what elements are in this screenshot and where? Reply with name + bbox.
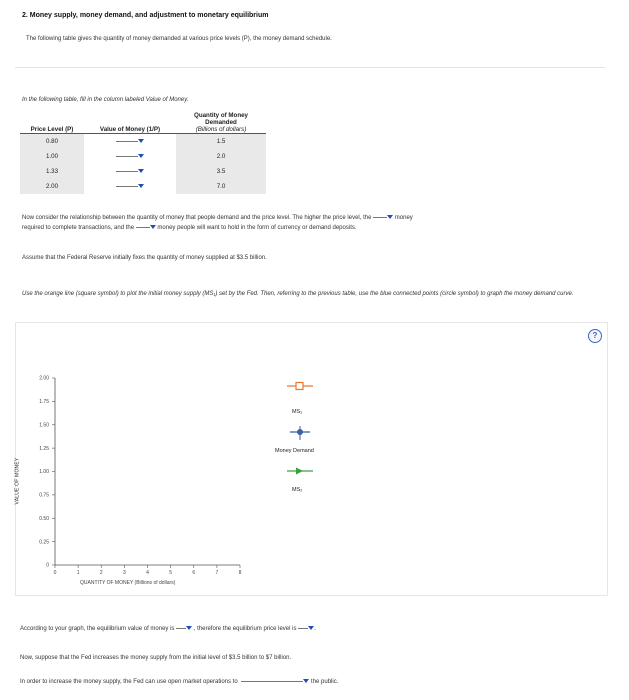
increase-statement: Now, suppose that the Fed increases the money supply from the initial level of $3.5 billion to $7 billion.: [20, 655, 292, 661]
para1-text: required to complete transactions, and the: [22, 225, 135, 231]
graph-instruction: Use the orange line (square symbol) to plot the initial money supply (MS₁) set by the Fed. Then, referring to the previous table, use the blue connected points (circle symbol) to graph the money demand curve.: [22, 291, 574, 297]
y-tick-label: 0.25: [39, 539, 49, 546]
x-tick-label: 1: [76, 570, 80, 576]
x-tick-label: 7: [215, 570, 219, 576]
x-tick-label: 0: [53, 570, 57, 576]
y-tick-label: 1.50: [39, 422, 49, 429]
quantity-cell: 1.5: [176, 134, 266, 150]
legend-ms2-label: MS₂: [292, 487, 303, 493]
legend-ms1-label: MS₁: [292, 409, 303, 415]
circle-marker-icon[interactable]: [297, 429, 303, 435]
quantity-unit-header: (Billions of dollars): [176, 126, 266, 134]
y-tick-label: 2.00: [39, 375, 49, 382]
y-tick-label: 1.00: [39, 469, 49, 476]
assumption-text: Assume that the Federal Reserve initially fixes the quantity of money supplied at $3.5 billion.: [22, 255, 267, 261]
plot-area[interactable]: [56, 378, 240, 564]
quantity-cell: 3.5: [176, 164, 266, 179]
equilibrium-question: [20, 624, 316, 634]
x-tick-label: 2: [99, 570, 103, 576]
para1-text: money: [394, 215, 413, 221]
legend-demand-label: Money Demand: [275, 448, 314, 454]
help-icon[interactable]: ?: [588, 329, 602, 343]
equilibrium-value-dropdown[interactable]: [176, 628, 186, 629]
y-tick-label: 0: [46, 562, 49, 569]
para1-text: money people will want to hold in the form of currency or demand deposits.: [157, 225, 357, 231]
value-of-money-header: Value of Money (1/P): [84, 126, 176, 134]
table-instruction: In the following table, fill in the column labeled Value of Money.: [22, 97, 189, 103]
question-text: , therefore the equilibrium price level is: [193, 626, 297, 632]
square-marker-icon[interactable]: [296, 383, 303, 390]
question-text: .: [314, 626, 316, 632]
x-axis-title: QUANTITY OF MONEY (Billions of dollars): [80, 580, 176, 586]
quantity-cell: 2.0: [176, 149, 266, 164]
open-market-question: [20, 677, 620, 687]
page-title: 2. Money supply, money demand, and adjustment to monetary equilibrium: [22, 12, 269, 19]
x-tick-label: 8: [238, 570, 242, 576]
legend-ms1-tool[interactable]: [287, 383, 313, 390]
price-level-cell: 2.00: [20, 179, 84, 194]
x-tick-label: 4: [146, 570, 149, 576]
y-tick-label: 1.25: [39, 445, 49, 452]
price-level-cell: 1.00: [20, 149, 84, 164]
x-tick-label: 6: [192, 570, 196, 576]
y-axis-title: VALUE OF MONEY: [14, 457, 21, 505]
price-level-cell: 0.80: [20, 134, 84, 150]
y-ticks: [39, 376, 55, 569]
quantity-cell: 7.0: [176, 179, 266, 194]
x-tick-label: 3: [122, 570, 126, 576]
equilibrium-price-dropdown[interactable]: [298, 628, 308, 629]
intro-text: The following table gives the quantity of money demanded at various price levels (P), the money demand schedule.: [26, 36, 332, 42]
x-ticks: [54, 565, 242, 576]
open-market-dropdown[interactable]: [241, 681, 303, 682]
price-level-cell: 1.33: [20, 164, 84, 179]
y-tick-label: 0.50: [39, 515, 49, 522]
question-text: According to your graph, the equilibrium value of money is: [20, 626, 175, 632]
para1-text: Now consider the relationship between the quantity of money that people demand and the price level. The higher the price level, the: [22, 215, 372, 221]
price-level-header: Price Level (P): [20, 126, 84, 134]
question-text: In order to increase the money supply, the Fed can use open market operations to: [20, 679, 238, 685]
quantity-header: Quantity of Money Demanded: [194, 112, 248, 126]
x-tick-label: 5: [169, 570, 173, 576]
legend-demand-tool[interactable]: [290, 429, 310, 435]
question-text: the public.: [311, 679, 339, 685]
dropdown-arrow-icon[interactable]: [303, 679, 309, 683]
y-tick-label: 1.75: [39, 399, 49, 406]
triangle-marker-icon[interactable]: [296, 468, 303, 475]
legend-ms2-tool[interactable]: [287, 468, 313, 475]
dropdown-arrow-icon[interactable]: [186, 626, 192, 630]
y-tick-label: 0.75: [39, 492, 49, 499]
